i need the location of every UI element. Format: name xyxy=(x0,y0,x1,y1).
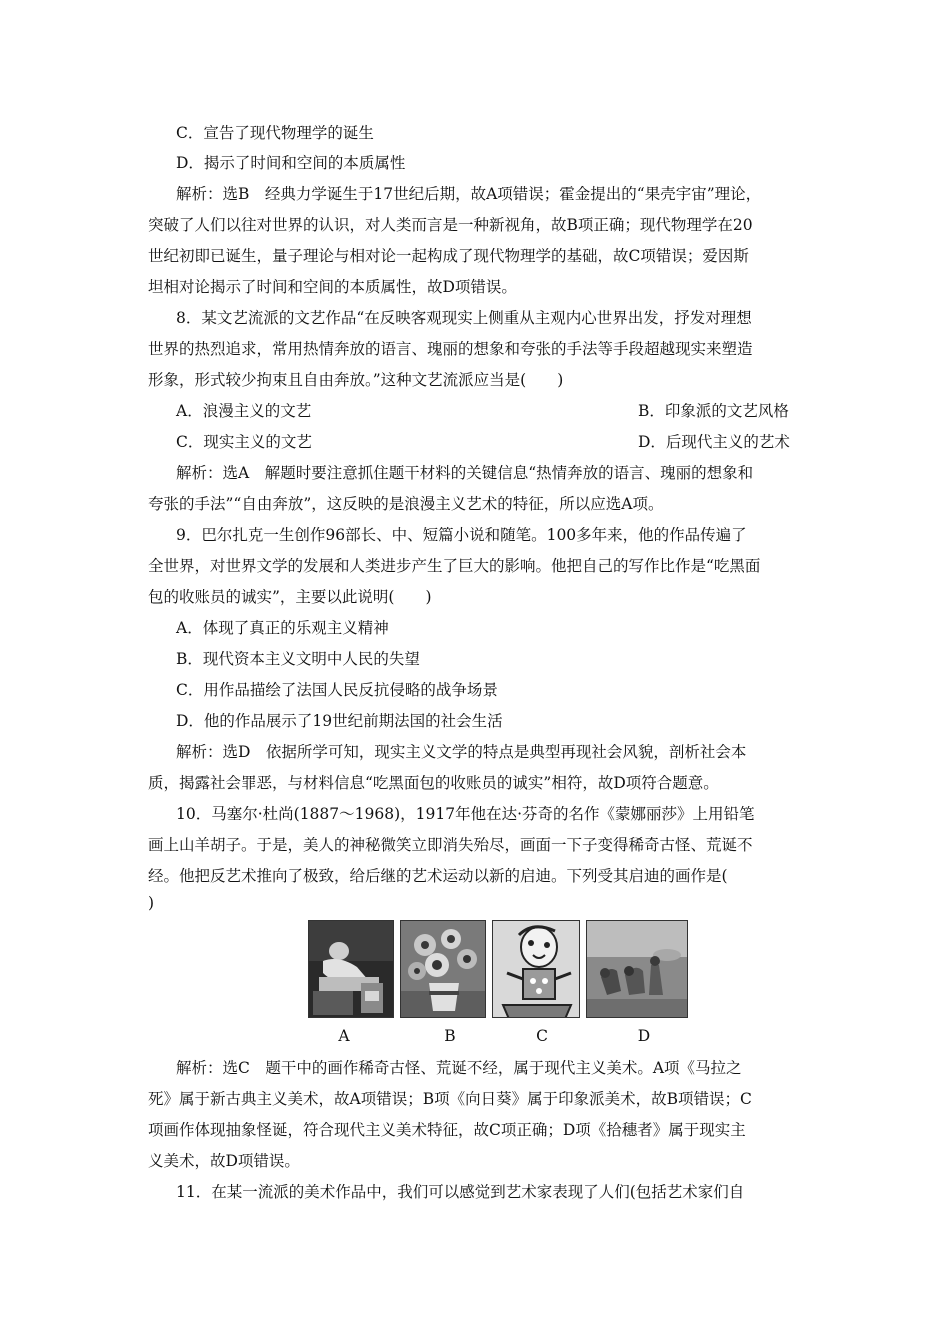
q9-analysis-line: 解析：选D 依据所学可知，现实主义文学的特点是典型再现社会风貌，剖析社会本 xyxy=(176,743,747,761)
q8-analysis-line: 夸张的手法”“自由奔放”，这反映的是浪漫主义艺术的特征，所以应选A项。 xyxy=(148,495,664,513)
q10-stem-line: 画上山羊胡子。于是，美人的神秘微笑立即消失殆尽，画面一下子变得稀奇古怪、荒诞不 xyxy=(148,836,753,854)
q8-option-b: B．印象派的文艺风格 xyxy=(638,402,789,420)
q7-option-c: C．宣告了现代物理学的诞生 xyxy=(176,124,374,142)
q10-analysis-line: 死》属于新古典主义美术，故A项错误；B项《向日葵》属于印象派美术，故B项错误；C xyxy=(148,1090,752,1108)
painting-options xyxy=(308,920,688,1018)
painting-b-image xyxy=(400,920,486,1018)
q8-options-row xyxy=(176,427,856,457)
q7-analysis-line: 世纪初即已诞生，量子理论与相对论一起构成了现代物理学的基础，故C项错误；爱因斯 xyxy=(148,247,749,265)
q8-stem-line: 世界的热烈追求，常用热情奔放的语言、瑰丽的想象和夸张的手法等手段超越现实来塑造 xyxy=(148,340,753,358)
painting-a-image xyxy=(308,920,394,1018)
q10-analysis-line: 义美术，故D项错误。 xyxy=(148,1152,300,1170)
painting-label-a: A xyxy=(338,1027,350,1045)
q9-analysis-line: 质，揭露社会罪恶，与材料信息“吃黑面包的收账员的诚实”相符，故D项符合题意。 xyxy=(148,774,719,792)
painting-label-b: B xyxy=(444,1027,456,1045)
q9-stem-line: 9．巴尔扎克一生创作96部长、中、短篇小说和随笔。100多年来，他的作品传遍了 xyxy=(176,526,747,544)
q7-analysis-line: 解析：选B 经典力学诞生于17世纪后期，故A项错误；霍金提出的“果壳宇宙”理论， xyxy=(176,185,762,203)
q8-options-row xyxy=(176,396,856,426)
q7-option-d: D．揭示了时间和空间的本质属性 xyxy=(176,154,406,172)
q8-stem-line: 8．某文艺流派的文艺作品“在反映客观现实上侧重从主观内心世界出发，抒发对理想 xyxy=(176,309,752,327)
q10-stem-line: 10．马塞尔·杜尚(1887～1968)，1917年他在达·芬奇的名作《蒙娜丽莎》上用铅笔 xyxy=(176,805,755,823)
q7-analysis-line: 坦相对论揭示了时间和空间的本质属性，故D项错误。 xyxy=(148,278,517,296)
q9-option-c: C．用作品描绘了法国人民反抗侵略的战争场景 xyxy=(176,681,498,699)
q9-option-d: D．他的作品展示了19世纪前期法国的社会生活 xyxy=(176,712,503,730)
q8-option-c: C．现实主义的文艺 xyxy=(176,433,312,451)
q9-option-a: A．体现了真正的乐观主义精神 xyxy=(176,619,389,637)
q8-stem-line: 形象，形式较少拘束且自由奔放。”这种文艺流派应当是( ) xyxy=(148,371,564,389)
q8-option-a: A．浪漫主义的文艺 xyxy=(176,402,312,420)
q10-stem-line: ) xyxy=(148,894,155,912)
q9-stem-line: 包的收账员的诚实”，主要以此说明( ) xyxy=(148,588,432,606)
q11-stem-line: 11．在某一流派的美术作品中，我们可以感觉到艺术家表现了人们(包括艺术家们自 xyxy=(176,1183,745,1201)
painting-c-image xyxy=(492,920,580,1018)
q10-analysis-line: 解析：选C 题干中的画作稀奇古怪、荒诞不经，属于现代主义美术。A项《马拉之 xyxy=(176,1059,742,1077)
q9-stem-line: 全世界，对世界文学的发展和人类进步产生了巨大的影响。他把自己的写作比作是“吃黑面 xyxy=(148,557,761,575)
q10-stem-line: 经。他把反艺术推向了极致，给后继的艺术运动以新的启迪。下列受其启迪的画作是( xyxy=(148,867,728,885)
q10-analysis-line: 项画作体现抽象怪诞，符合现代主义美术特征，故C项正确；D项《拾穗者》属于现实主 xyxy=(148,1121,746,1139)
painting-label-c: C xyxy=(536,1027,548,1045)
q7-analysis-line: 突破了人们以往对世界的认识，对人类而言是一种新视角，故B项正确；现代物理学在20 xyxy=(148,216,753,234)
q9-option-b: B．现代资本主义文明中人民的失望 xyxy=(176,650,420,668)
painting-d-image xyxy=(586,920,688,1018)
q8-analysis-line: 解析：选A 解题时要注意抓住题干材料的关键信息“热情奔放的语言、瑰丽的想象和 xyxy=(176,464,754,482)
q8-option-d: D．后现代主义的艺术 xyxy=(638,433,790,451)
painting-label-d: D xyxy=(637,1027,651,1045)
